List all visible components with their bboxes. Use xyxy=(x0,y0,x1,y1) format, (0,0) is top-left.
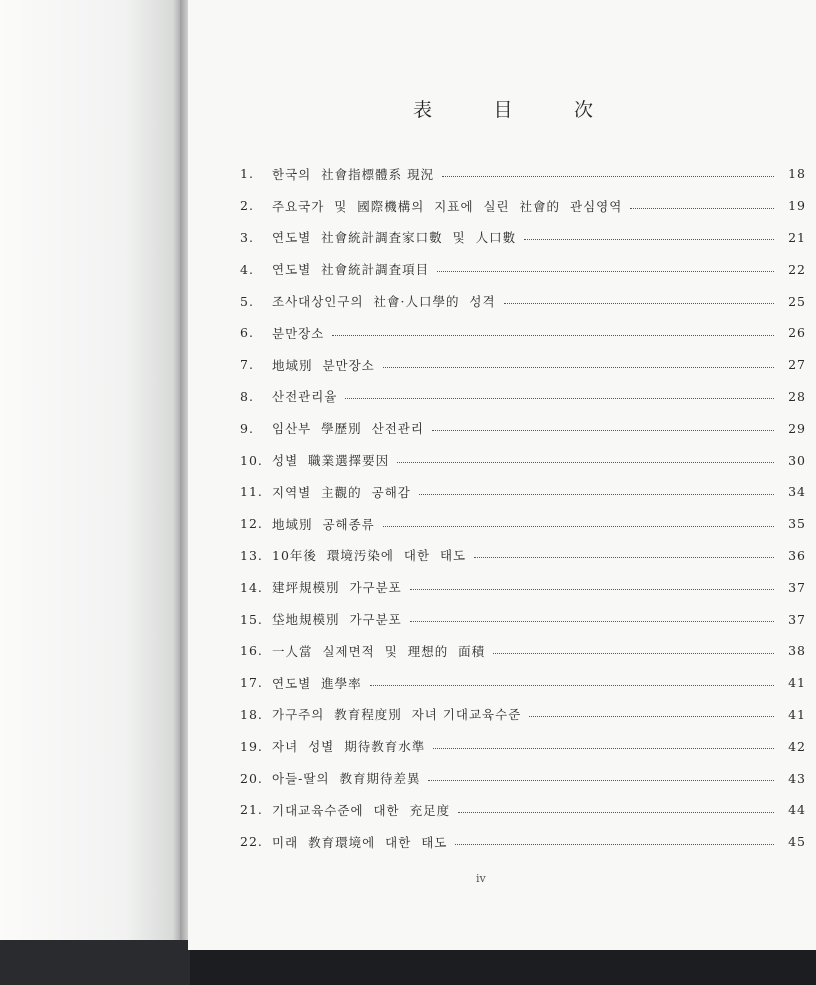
toc-label: 분만장소 xyxy=(272,325,325,341)
dot-leader xyxy=(410,620,774,622)
toc-number: 11. xyxy=(240,484,263,500)
toc-row xyxy=(240,349,806,381)
dot-leader xyxy=(383,525,774,527)
toc-row xyxy=(240,412,806,444)
toc-label: 지역별 主觀的 공해감 xyxy=(272,484,411,500)
toc-row xyxy=(240,571,806,603)
dot-leader xyxy=(370,684,774,686)
toc-row xyxy=(240,317,806,349)
toc-page-number: 18 xyxy=(788,166,806,182)
toc-number: 2. xyxy=(240,198,254,214)
toc-page-number: 41 xyxy=(788,706,806,722)
page-title xyxy=(413,95,593,122)
toc-number: 5. xyxy=(240,293,254,309)
toc-label: 한국의 社會指標體系 現況 xyxy=(272,166,435,182)
table-of-contents xyxy=(240,158,806,858)
toc-label: 미래 教育環境에 대한 태도 xyxy=(272,834,448,850)
dot-leader xyxy=(428,779,774,781)
toc-row xyxy=(240,730,806,762)
toc-label: 垈地規模別 가구분포 xyxy=(272,612,402,628)
dot-leader xyxy=(493,652,774,654)
toc-row xyxy=(240,826,806,858)
toc-page-number: 41 xyxy=(788,675,806,691)
dot-leader xyxy=(432,429,774,431)
toc-label: 一人當 실제면적 및 理想的 面積 xyxy=(272,643,486,659)
toc-page-number: 27 xyxy=(788,357,806,373)
toc-number: 21. xyxy=(240,802,263,818)
toc-page-number: 34 xyxy=(788,484,806,500)
toc-label: 조사대상인구의 社會·人口學的 성격 xyxy=(272,294,496,310)
dot-leader xyxy=(458,811,774,813)
toc-page-number: 37 xyxy=(788,611,806,627)
toc-row xyxy=(240,635,806,667)
page-folio: iv xyxy=(476,872,486,885)
toc-page-number: 30 xyxy=(788,452,806,468)
toc-number: 8. xyxy=(240,388,254,404)
toc-label: 建坪規模別 가구분포 xyxy=(272,580,402,596)
toc-page-number: 22 xyxy=(788,261,806,277)
toc-page-number: 29 xyxy=(788,420,806,436)
toc-label: 地域別 분만장소 xyxy=(272,357,375,373)
toc-label: 연도별 進學率 xyxy=(272,675,362,691)
background-edge xyxy=(0,940,190,985)
toc-label: 임산부 學歷別 산전관리 xyxy=(272,421,424,437)
toc-page-number: 42 xyxy=(788,738,806,754)
dot-leader xyxy=(437,270,774,272)
toc-number: 6. xyxy=(240,325,254,341)
toc-number: 19. xyxy=(240,738,263,754)
toc-row xyxy=(240,253,806,285)
toc-row xyxy=(240,603,806,635)
title-char-2: 目 xyxy=(493,99,513,121)
toc-number: 15. xyxy=(240,611,263,627)
toc-page-number: 19 xyxy=(788,198,806,214)
toc-label: 성별 職業選擇要因 xyxy=(272,453,390,469)
left-page xyxy=(0,0,180,940)
toc-label: 10年後 環境汚染에 대한 태도 xyxy=(272,548,467,564)
toc-page-number: 25 xyxy=(788,293,806,309)
dot-leader xyxy=(524,238,774,240)
toc-label: 주요국가 및 國際機構의 지표에 실린 社會的 관심영역 xyxy=(272,198,623,214)
dot-leader xyxy=(474,556,774,558)
toc-row xyxy=(240,699,806,731)
toc-page-number: 38 xyxy=(788,643,806,659)
toc-row xyxy=(240,540,806,572)
toc-row xyxy=(240,444,806,476)
dot-leader xyxy=(410,588,774,590)
toc-number: 12. xyxy=(240,516,263,532)
dot-leader xyxy=(433,747,774,749)
toc-row xyxy=(240,158,806,190)
toc-number: 4. xyxy=(240,261,254,277)
dot-leader xyxy=(442,175,774,177)
toc-page-number: 26 xyxy=(788,325,806,341)
toc-row xyxy=(240,508,806,540)
toc-row xyxy=(240,762,806,794)
book-gutter xyxy=(180,0,188,950)
right-page xyxy=(188,0,816,950)
toc-label: 가구주의 教育程度別 자녀 기대교육수준 xyxy=(272,707,522,723)
toc-row xyxy=(240,381,806,413)
title-char-1: 表 xyxy=(413,99,433,121)
toc-row xyxy=(240,285,806,317)
title-char-3: 次 xyxy=(573,99,593,121)
dot-leader xyxy=(504,302,774,304)
toc-page-number: 37 xyxy=(788,579,806,595)
dot-leader xyxy=(345,397,774,399)
toc-number: 16. xyxy=(240,643,263,659)
toc-number: 22. xyxy=(240,834,263,850)
dot-leader xyxy=(419,493,774,495)
toc-label: 地域別 공해종류 xyxy=(272,516,375,532)
toc-page-number: 35 xyxy=(788,516,806,532)
toc-page-number: 45 xyxy=(788,834,806,850)
dot-leader xyxy=(630,207,774,209)
toc-number: 7. xyxy=(240,357,254,373)
dot-leader xyxy=(383,366,774,368)
toc-label: 연도별 社會統計調査項目 xyxy=(272,262,430,278)
toc-number: 3. xyxy=(240,229,254,245)
toc-number: 17. xyxy=(240,675,263,691)
toc-page-number: 44 xyxy=(788,802,806,818)
toc-row xyxy=(240,222,806,254)
toc-row xyxy=(240,667,806,699)
toc-number: 20. xyxy=(240,770,263,786)
toc-number: 18. xyxy=(240,706,263,722)
toc-number: 14. xyxy=(240,579,263,595)
toc-label: 기대교육수준에 대한 充足度 xyxy=(272,802,451,818)
dot-leader xyxy=(332,334,774,336)
toc-number: 10. xyxy=(240,452,263,468)
toc-label: 연도별 社會統計調査家口數 및 人口數 xyxy=(272,230,517,246)
toc-label: 아들-딸의 教育期待差異 xyxy=(272,771,421,787)
toc-page-number: 28 xyxy=(788,388,806,404)
toc-page-number: 36 xyxy=(788,547,806,563)
toc-row xyxy=(240,476,806,508)
dot-leader xyxy=(529,715,774,717)
dot-leader xyxy=(397,461,774,463)
dot-leader xyxy=(455,843,774,845)
toc-label: 산전관리율 xyxy=(272,389,338,405)
toc-label: 자녀 성별 期待教育水準 xyxy=(272,739,426,755)
toc-row xyxy=(240,794,806,826)
toc-row xyxy=(240,190,806,222)
toc-number: 9. xyxy=(240,420,254,436)
toc-page-number: 43 xyxy=(788,770,806,786)
toc-page-number: 21 xyxy=(788,229,806,245)
toc-number: 13. xyxy=(240,547,263,563)
toc-number: 1. xyxy=(240,166,254,182)
